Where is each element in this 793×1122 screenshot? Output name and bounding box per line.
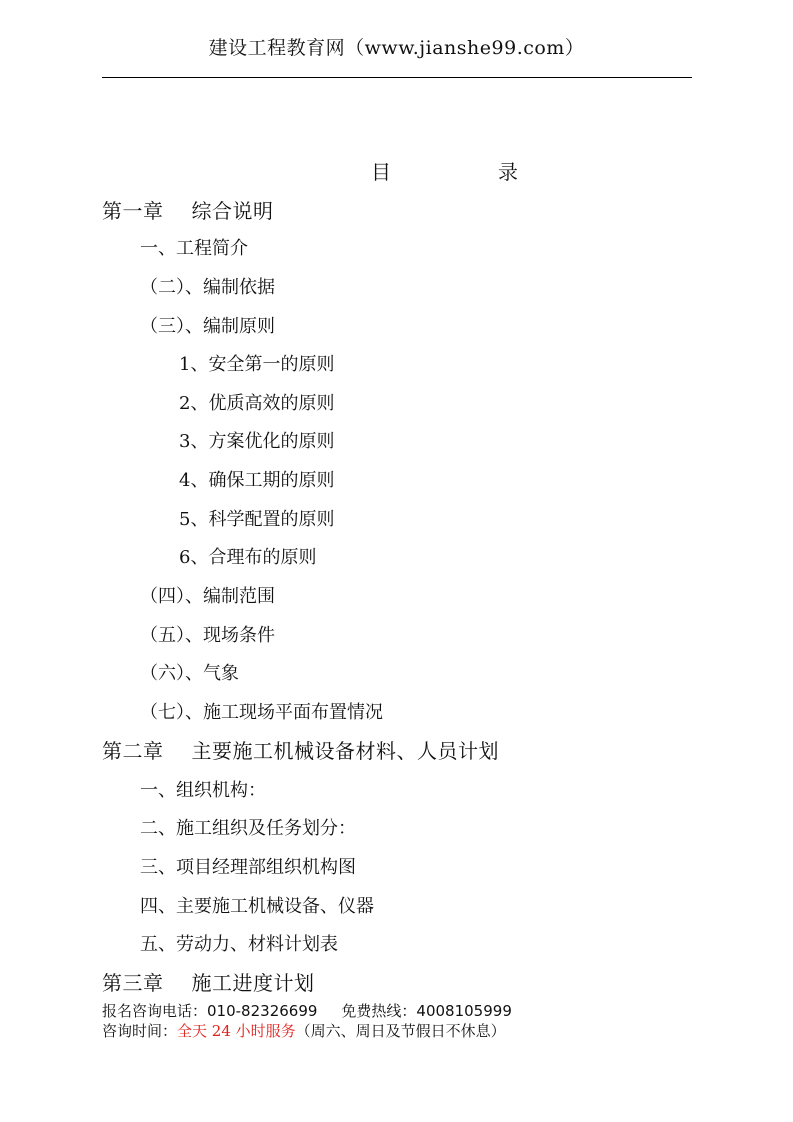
toc-title-left: 目: [371, 160, 391, 184]
toc-chapter-1: [102, 199, 274, 223]
toc-entry: （六）、气象: [140, 663, 239, 684]
page-header: 建设工程教育网（www.jianshe99.com）: [208, 37, 585, 59]
toc-entry: 三、项目经理部组织机构图: [140, 857, 356, 878]
hotline-number: 4008105999: [416, 1002, 512, 1020]
toc-title-right: 录: [498, 160, 518, 184]
toc-chapter-3: [102, 971, 315, 995]
toc-entry: 二、施工组织及任务划分：: [140, 818, 356, 839]
footer-hours-line: [102, 1021, 506, 1041]
hours-label: 咨询时间：: [102, 1022, 178, 1040]
toc-entry: 6、合理布的原则: [179, 547, 317, 568]
header-rule: [102, 77, 692, 78]
footer-contact-line: [102, 1001, 512, 1021]
toc-entry: 四、主要施工机械设备、仪器: [140, 896, 374, 917]
toc-entry: 3、方案优化的原则: [179, 431, 335, 452]
chapter-title: 施工进度计划: [191, 971, 315, 995]
toc-entry: （五）、现场条件: [140, 625, 275, 646]
chapter-title: 综合说明: [191, 199, 274, 223]
toc-entry: 一、工程简介: [140, 238, 248, 259]
toc-entry: 2、优质高效的原则: [179, 393, 335, 414]
chapter-title: 主要施工机械设备材料、人员计划: [191, 739, 499, 763]
hours-note: （周六、周日及节假日不休息）: [295, 1022, 506, 1040]
toc-entry: （七）、施工现场平面布置情况: [140, 702, 383, 723]
hours-highlight: 全天 24 小时服务: [177, 1022, 296, 1040]
chapter-number: 第二章: [102, 739, 164, 763]
phone-number: 010-82326699: [207, 1002, 318, 1020]
toc-entry: 5、科学配置的原则: [179, 509, 335, 530]
toc-entry: （三）、编制原则: [140, 316, 275, 337]
toc-entry: 五、劳动力、材料计划表: [140, 934, 338, 955]
chapter-number: 第一章: [102, 199, 164, 223]
toc-entry: 1、安全第一的原则: [179, 354, 335, 375]
toc-entry: （四）、编制范围: [140, 586, 275, 607]
toc-entry: （二）、编制依据: [140, 277, 275, 298]
hotline-label: 免费热线：: [341, 1002, 417, 1020]
chapter-number: 第三章: [102, 971, 164, 995]
toc-chapter-2: [102, 739, 499, 763]
toc-entry: 一、组织机构：: [140, 780, 266, 801]
phone-label: 报名咨询电话：: [102, 1002, 208, 1020]
toc-entry: 4、确保工期的原则: [179, 470, 335, 491]
